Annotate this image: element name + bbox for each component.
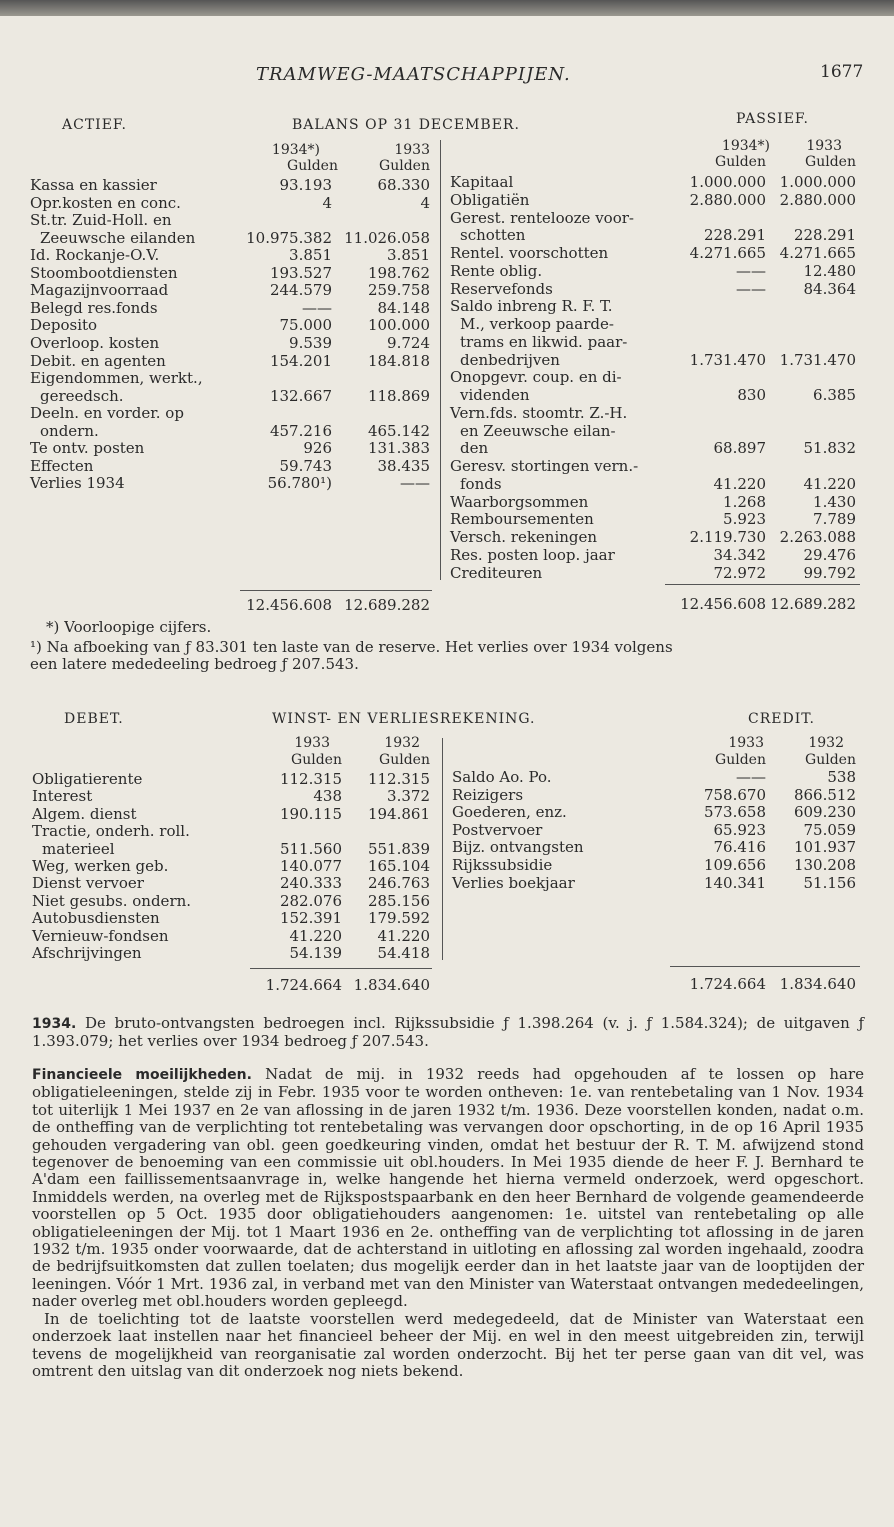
row-label: Rijkssubsidie <box>452 856 553 874</box>
credit-total: 1.724.664 <box>689 975 766 993</box>
row-label: Belegd res.fonds <box>30 298 158 317</box>
col-year: 1933 <box>806 138 842 154</box>
row-label: Saldo inbreng R. F. T. <box>450 297 613 316</box>
row-label: Kapitaal <box>450 173 514 191</box>
row-value: 228.291 <box>703 226 766 245</box>
col-unit: Gulden <box>805 154 856 170</box>
row-value: 132.667 <box>269 386 332 405</box>
row-value: 198.762 <box>367 263 430 282</box>
row-label: Eigendommen, werkt., <box>30 369 203 388</box>
assets-total: 12.689.282 <box>344 596 430 614</box>
row-value: 6.385 <box>813 386 856 404</box>
row-value: 758.670 <box>703 785 766 804</box>
row-value: 154.201 <box>269 351 332 370</box>
row-value: —— <box>302 298 332 317</box>
row-value: 76.416 <box>713 838 766 857</box>
row-value: 2.880.000 <box>689 190 766 209</box>
row-value: 438 <box>313 787 342 806</box>
col-year: 1932 <box>384 735 420 751</box>
row-value: —— <box>736 279 766 298</box>
row-label: Debit. en agenten <box>30 351 166 370</box>
paragraph-financial <box>32 1066 864 1380</box>
row-value: 511.560 <box>279 839 342 858</box>
row-value: 112.315 <box>279 770 342 788</box>
row-label: Crediteuren <box>450 563 543 582</box>
liabilities-total: 12.456.608 <box>680 595 766 613</box>
row-value: 1.268 <box>723 492 766 511</box>
row-label: Rentel. voorschotten <box>450 244 609 262</box>
row-value: 7.789 <box>813 510 856 529</box>
row-value: 190.115 <box>279 804 342 823</box>
row-label: Dienst vervoer <box>32 874 144 893</box>
row-label: Magazijnvoorraad <box>30 281 169 300</box>
row-value: 609.230 <box>793 803 856 822</box>
row-label: gereedsch. <box>40 386 124 405</box>
col-unit: Gulden <box>715 752 766 768</box>
row-value: 1.000.000 <box>689 173 766 191</box>
row-value: 3.851 <box>387 246 430 265</box>
row-value: 2.880.000 <box>779 190 856 209</box>
row-value: 100.000 <box>367 316 430 335</box>
row-value: 41.220 <box>377 926 430 945</box>
row-label: Afschrijvingen <box>32 944 142 962</box>
row-value: 59.743 <box>279 456 332 475</box>
row-label: materieel <box>42 839 115 858</box>
row-label: Overloop. kosten <box>30 333 160 352</box>
row-value: 457.216 <box>269 421 332 440</box>
col-unit: Gulden <box>379 752 430 768</box>
row-label: schotten <box>460 226 526 245</box>
paragraph-body: Nadat de mij. in 1932 reeds had opgehouden af te lossen op hare obligatieleeningen, stelde zij in Febr. 1935 voor te worden ontheven: 1e. van rentebetaling van 1 Nov. 1934 tot uiterlijk 1 Mei 1937 en 2e van aflossing in de jaren 1932 t/m. 1936. Deze voorstellen konden, nadat o.m. de ontheffing van de verplichting tot rentebetaling was vervangen door opschorting, in de op 16 April 1935 gehouden vergadering van obl. geen goedkeuring vinden, omdat het bestuur der R. T. M. afwijzend stond tegenover de benoeming van een commissie uit obl.houders. In Mei 1935 diende de heer F. J. Bernhard te A'dam een faillissementsaanvrage in, welke hangende het hierna vermeld onderzoek, werd opgeschort. Inmiddels werden, na overleg met de Rijkspostspaarbank en den heer Bernhard de volgende geamendeerde voorstellen op 5 Oct. 1935 door obligatiehouders aangenomen: 1e. uitstel van rentebetaling op alle obligatieleeningen der Mij. tot 1 Maart 1936 en 2e. ontheffing van de verplichting tot aflossing in de jaren 1932 t/m. 1935 onder voorwaarde, dat de achterstand in uitloting en aflossing zal worden ingehaald, zoodra de bedrijfsuitkomsten dat zullen toelaten; dus mogelijk eerder dan in het laatste jaar van de looptijden der leeningen. Vóór 1 Mrt. 1936 zal, in verband met van den Minister van Waterstaat ontvangen mededeelingen, nader overleg met obl.houders worden gepleegd. <box>32 1065 864 1311</box>
row-label: Gerest. rentelooze voor- <box>450 208 634 227</box>
pl-right-heading: CREDIT. <box>748 711 815 727</box>
total-rule <box>670 966 860 967</box>
row-label: Algem. dienst <box>32 804 137 823</box>
paragraph-body: In de toelichting tot de laatste voorstellen werd medegedeeld, dat de Minister van Waterstaat een onderzoek laat instellen naar het financieel beheer der Mij. en wel in den meest uitgebreiden zin, terwijl tevens de mogelijkheid van reorganisatie zal worden onderzocht. Bij het ter perse gaan van dit vel, was omtrent den uitslag van dit onderzoek nog niets bekend. <box>32 1309 864 1380</box>
row-value: 118.869 <box>367 386 430 405</box>
row-value: 830 <box>737 386 766 404</box>
row-value: 3.372 <box>387 787 430 806</box>
row-label: trams en likwid. paar- <box>460 332 628 351</box>
pl-left-heading: DEBET. <box>64 711 124 727</box>
row-label: Zeeuwsche eilanden <box>40 228 196 247</box>
row-value: 228.291 <box>793 226 856 245</box>
row-value: 131.383 <box>367 439 430 458</box>
row-value: 193.527 <box>269 263 332 282</box>
total-rule <box>665 584 860 585</box>
col-unit: Gulden <box>287 158 338 174</box>
row-label: Saldo Ao. Po. <box>452 768 552 786</box>
footnote-1: ¹) Na afboeking van ƒ 83.301 ten laste van de reserve. Het verlies over 1934 volgens <box>30 638 673 656</box>
row-value: 4 <box>322 193 332 212</box>
row-value: 41.220 <box>289 926 342 945</box>
row-label: Remboursementen <box>450 510 594 529</box>
row-label: Obligatierente <box>32 770 143 788</box>
row-value: 54.418 <box>377 944 430 962</box>
row-value: —— <box>736 261 766 280</box>
row-label: Versch. rekeningen <box>450 528 598 546</box>
credit-total: 1.834.640 <box>779 975 856 993</box>
row-label: Onopgevr. coup. en di- <box>450 368 622 387</box>
row-label: M., verkoop paarde- <box>460 315 614 333</box>
row-label: St.tr. Zuid-Holl. en <box>30 211 172 230</box>
row-value: 41.220 <box>803 474 856 493</box>
row-value: 140.341 <box>703 873 766 892</box>
debit-total: 1.834.640 <box>353 976 430 994</box>
total-rule <box>240 590 432 591</box>
row-value: 72.972 <box>713 563 766 582</box>
row-value: 29.476 <box>803 545 856 564</box>
row-value: 551.839 <box>367 839 430 858</box>
row-value: 38.435 <box>377 456 430 475</box>
row-label: Vernieuw-fondsen <box>32 926 169 945</box>
col-unit: Gulden <box>291 752 342 768</box>
row-value: 246.763 <box>367 874 430 893</box>
row-label: Res. posten loop. jaar <box>450 545 615 564</box>
scan-edge <box>0 0 894 16</box>
row-value: 2.263.088 <box>779 528 856 546</box>
row-value: 51.156 <box>803 873 856 892</box>
row-value: 41.220 <box>713 474 766 493</box>
row-value: 75.059 <box>803 820 856 839</box>
row-label: Opr.kosten en conc. <box>30 193 181 212</box>
column-divider <box>440 140 441 580</box>
row-label: fonds <box>460 474 502 493</box>
row-value: 165.104 <box>367 857 430 875</box>
row-value: 866.512 <box>793 785 856 804</box>
row-value: 68.897 <box>713 439 766 458</box>
paragraph-body: De bruto-ontvangsten bedroegen incl. Rijkssubsidie ƒ 1.398.264 (v. j. ƒ 1.584.324); de uitgaven ƒ 1.393.079; het verlies over 1934 bedroeg ƒ 207.543. <box>32 1014 864 1051</box>
row-label: Postvervoer <box>452 820 543 839</box>
row-label: Bijz. ontvangsten <box>452 838 584 857</box>
balance-left-heading: ACTIEF. <box>62 117 127 133</box>
debit-total: 1.724.664 <box>265 976 342 994</box>
col-year: 1934*) <box>271 142 320 158</box>
row-label: videnden <box>460 386 530 404</box>
row-value: 194.861 <box>367 804 430 823</box>
row-label: Niet gesubs. ondern. <box>32 891 192 910</box>
row-value: 34.342 <box>713 545 766 564</box>
col-unit: Gulden <box>805 752 856 768</box>
row-label: Tractie, onderh. roll. <box>32 822 190 841</box>
paragraph-1934 <box>32 1015 864 1051</box>
balance-right-heading: PASSIEF. <box>736 111 809 127</box>
row-value: 54.139 <box>289 944 342 962</box>
row-value: 99.792 <box>803 563 856 582</box>
row-label: Goederen, enz. <box>452 803 567 822</box>
col-unit: Gulden <box>715 154 766 170</box>
row-label: Waarborgsommen <box>450 492 589 511</box>
row-value: 112.315 <box>367 770 430 788</box>
row-label: Kassa en kassier <box>30 176 157 194</box>
row-value: 56.780¹) <box>267 474 332 493</box>
row-value: 926 <box>303 439 332 458</box>
row-label: Weg, werken geb. <box>32 857 169 875</box>
row-label: Te ontv. posten <box>30 439 145 458</box>
row-value: 84.148 <box>377 298 430 317</box>
row-value: 259.758 <box>367 281 430 300</box>
row-value: 9.724 <box>387 333 430 352</box>
assets-total: 12.456.608 <box>246 596 332 614</box>
row-label: Reservefonds <box>450 279 553 298</box>
row-value: 282.076 <box>279 891 342 910</box>
balance-heading: BALANS OP 31 DECEMBER. <box>292 117 520 133</box>
row-value: 179.592 <box>367 909 430 928</box>
row-label: Effecten <box>30 456 94 475</box>
paragraph-lead: 1934. <box>32 1016 77 1032</box>
row-value: 4.271.665 <box>689 244 766 262</box>
row-value: 152.391 <box>279 909 342 928</box>
row-label: Deeln. en vorder. op <box>30 404 184 423</box>
row-value: 285.156 <box>367 891 430 910</box>
paragraph-lead: Financieele moeilijkheden. <box>32 1067 252 1083</box>
col-year: 1933 <box>394 142 430 158</box>
row-value: 84.364 <box>803 279 856 298</box>
row-value: 5.923 <box>723 510 766 529</box>
row-value: 184.818 <box>367 351 430 370</box>
row-label: Interest <box>32 787 93 806</box>
row-value: 51.832 <box>803 439 856 458</box>
row-value: 93.193 <box>279 176 332 194</box>
row-value: 1.731.470 <box>689 350 766 369</box>
row-value: 12.480 <box>803 261 856 280</box>
row-label: Rente oblig. <box>450 261 543 280</box>
total-rule <box>250 968 432 969</box>
row-value: 538 <box>827 768 856 786</box>
row-label: Deposito <box>30 316 98 335</box>
row-value: —— <box>400 474 430 493</box>
row-value: 1.731.470 <box>779 350 856 369</box>
row-value: 4.271.665 <box>779 244 856 262</box>
row-value: 10.975.382 <box>246 228 332 247</box>
row-value: 75.000 <box>279 316 332 335</box>
pl-heading: WINST- EN VERLIESREKENING. <box>272 711 536 727</box>
row-value: 9.539 <box>289 333 332 352</box>
row-label: den <box>460 439 489 458</box>
row-label: Reizigers <box>452 785 524 804</box>
row-value: —— <box>736 768 766 786</box>
row-value: 573.658 <box>703 803 766 822</box>
col-year: 1933 <box>294 735 330 751</box>
row-label: Autobusdiensten <box>32 909 160 928</box>
row-value: 1.000.000 <box>779 173 856 191</box>
row-value: 101.937 <box>793 838 856 857</box>
row-label: Verlies 1934 <box>30 474 125 493</box>
row-value: 2.119.730 <box>689 528 766 546</box>
row-value: 65.923 <box>713 820 766 839</box>
liabilities-total: 12.689.282 <box>770 595 856 613</box>
col-year: 1932 <box>808 735 844 751</box>
column-divider <box>442 738 443 960</box>
col-year: 1934*) <box>721 138 770 154</box>
row-label: denbedrijven <box>460 350 560 369</box>
row-label: Verlies boekjaar <box>452 873 575 892</box>
row-value: 240.333 <box>279 874 342 893</box>
footnote-star: *) Voorloopige cijfers. <box>46 618 212 636</box>
running-title: TRAMWEG-MAATSCHAPPIJEN. <box>256 64 571 85</box>
row-value: 4 <box>420 193 430 212</box>
row-value: 11.026.058 <box>344 228 430 247</box>
col-year: 1933 <box>728 735 764 751</box>
row-label: Id. Rockanje-O.V. <box>30 246 160 265</box>
row-value: 140.077 <box>279 857 342 875</box>
row-value: 130.208 <box>793 856 856 874</box>
row-value: 1.430 <box>813 492 856 511</box>
row-value: 68.330 <box>377 176 430 194</box>
row-value: 109.656 <box>703 856 766 874</box>
row-label: Stoombootdiensten <box>30 263 178 282</box>
page-number: 1677 <box>820 62 864 82</box>
footnote-1b: een latere mededeeling bedroeg ƒ 207.543. <box>30 655 359 673</box>
row-label: ondern. <box>40 421 99 440</box>
row-label: Vern.fds. stoomtr. Z.-H. <box>450 403 628 422</box>
row-value: 465.142 <box>367 421 430 440</box>
row-value: 244.579 <box>269 281 332 300</box>
row-label: Obligatiën <box>450 190 530 209</box>
col-unit: Gulden <box>379 158 430 174</box>
row-label: en Zeeuwsche eilan- <box>460 421 616 440</box>
row-label: Geresv. stortingen vern.- <box>450 457 639 475</box>
row-value: 3.851 <box>289 246 332 265</box>
